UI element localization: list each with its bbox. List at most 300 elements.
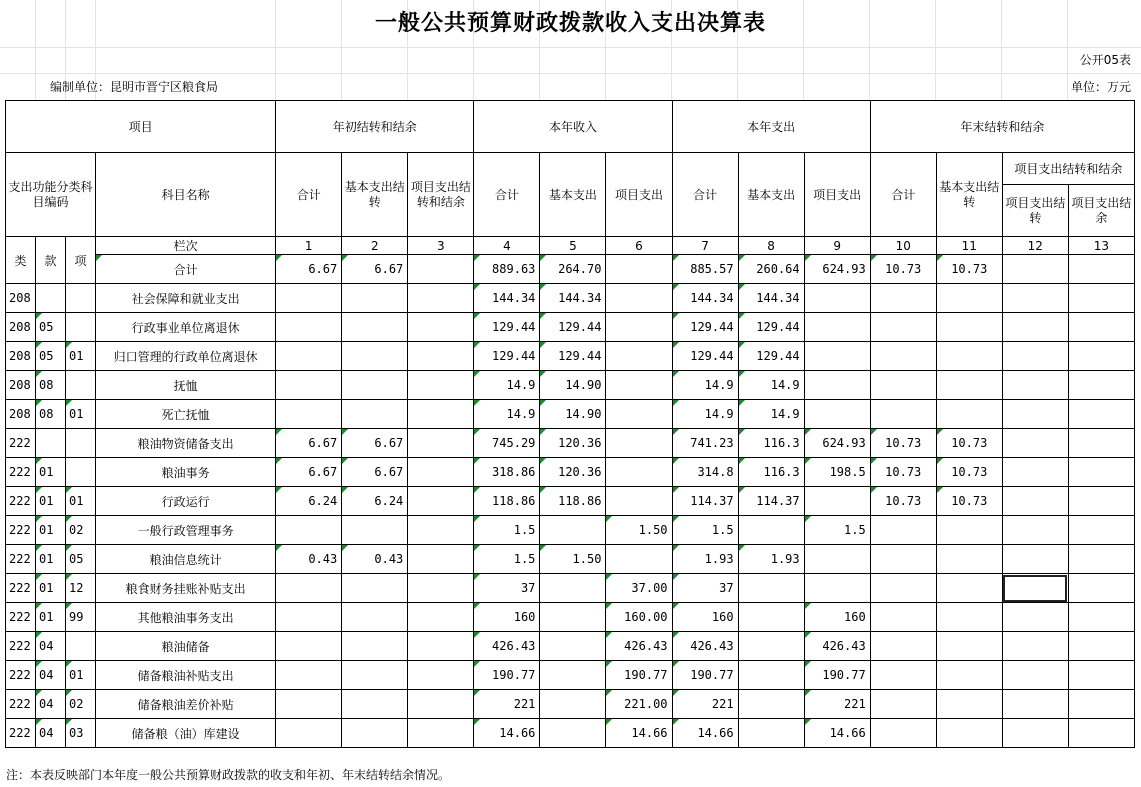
cell-value[interactable]: 426.43 xyxy=(672,632,738,661)
cell-value[interactable] xyxy=(276,371,342,400)
code-lei[interactable]: 208 xyxy=(6,371,36,400)
cell-value[interactable] xyxy=(1068,284,1134,313)
cell-value[interactable] xyxy=(738,516,804,545)
header-expense: 本年支出 xyxy=(672,101,870,153)
cell-value[interactable]: 14.9 xyxy=(474,400,540,429)
cell-value[interactable]: 144.34 xyxy=(540,284,606,313)
code-xiang[interactable]: 05 xyxy=(66,545,96,574)
table-row xyxy=(6,574,1135,603)
cell-value[interactable] xyxy=(870,632,936,661)
code-lei[interactable]: 222 xyxy=(6,516,36,545)
cell-value[interactable]: 14.9 xyxy=(672,371,738,400)
cell-value[interactable] xyxy=(408,719,474,748)
cell-value[interactable] xyxy=(870,574,936,603)
code-kuan[interactable]: 01 xyxy=(36,545,66,574)
cell-value[interactable] xyxy=(936,690,1002,719)
code-lei[interactable]: 208 xyxy=(6,400,36,429)
cell-value[interactable] xyxy=(276,632,342,661)
cell-value[interactable]: 6.67 xyxy=(342,458,408,487)
cell-value[interactable]: 114.37 xyxy=(672,487,738,516)
cell-value[interactable] xyxy=(1002,661,1068,690)
cell-value[interactable]: 221 xyxy=(804,690,870,719)
cell-value[interactable] xyxy=(408,516,474,545)
code-lei[interactable]: 222 xyxy=(6,545,36,574)
cell-value[interactable] xyxy=(804,342,870,371)
cell-value[interactable] xyxy=(1002,719,1068,748)
code-lei[interactable]: 222 xyxy=(6,661,36,690)
cell-value[interactable]: 6.67 xyxy=(342,429,408,458)
cell-value[interactable] xyxy=(408,371,474,400)
code-lei[interactable]: 208 xyxy=(6,313,36,342)
cell-value[interactable] xyxy=(870,342,936,371)
cell-value[interactable] xyxy=(1002,690,1068,719)
cell-value[interactable]: 14.9 xyxy=(474,371,540,400)
cell-value[interactable] xyxy=(408,487,474,516)
cell-value[interactable] xyxy=(1068,719,1134,748)
code-lei[interactable]: 222 xyxy=(6,574,36,603)
cell-value[interactable] xyxy=(1068,342,1134,371)
code-kuan[interactable] xyxy=(36,284,66,313)
code-lei[interactable]: 222 xyxy=(6,487,36,516)
code-lei[interactable]: 222 xyxy=(6,603,36,632)
cell-value[interactable]: 741.23 xyxy=(672,429,738,458)
subject-name[interactable]: 储备粮油补贴支出 xyxy=(96,661,276,690)
cell-value[interactable]: 129.44 xyxy=(672,342,738,371)
code-xiang[interactable] xyxy=(66,313,96,342)
cell-value[interactable] xyxy=(408,603,474,632)
cell-value[interactable]: 6.67 xyxy=(342,255,408,284)
cell-value[interactable]: 37 xyxy=(672,574,738,603)
cell-value[interactable] xyxy=(276,313,342,342)
cell-value[interactable] xyxy=(936,400,1002,429)
cell-value[interactable]: 190.77 xyxy=(606,661,672,690)
cell-value[interactable]: 221 xyxy=(474,690,540,719)
code-kuan[interactable]: 04 xyxy=(36,719,66,748)
cell-value[interactable] xyxy=(540,719,606,748)
cell-value[interactable] xyxy=(1068,574,1134,603)
cell-value[interactable] xyxy=(276,342,342,371)
cell-value[interactable] xyxy=(408,313,474,342)
code-kuan[interactable]: 05 xyxy=(36,313,66,342)
cell-value[interactable] xyxy=(870,545,936,574)
subject-name[interactable]: 行政事业单位离退休 xyxy=(96,313,276,342)
cell-value[interactable]: 14.9 xyxy=(738,371,804,400)
cell-value[interactable]: 10.73 xyxy=(870,255,936,284)
cell-value[interactable]: 190.77 xyxy=(672,661,738,690)
cell-value[interactable]: 10.73 xyxy=(870,429,936,458)
cell-value[interactable] xyxy=(1002,458,1068,487)
cell-value[interactable]: 129.44 xyxy=(540,313,606,342)
code-xiang[interactable]: 01 xyxy=(66,661,96,690)
cell-value[interactable]: 885.57 xyxy=(672,255,738,284)
cell-value[interactable] xyxy=(408,400,474,429)
cell-value[interactable]: 129.44 xyxy=(474,313,540,342)
cell-value[interactable] xyxy=(738,661,804,690)
cell-value[interactable]: 14.66 xyxy=(606,719,672,748)
cell-value[interactable]: 118.86 xyxy=(474,487,540,516)
cell-value[interactable] xyxy=(342,400,408,429)
cell-value[interactable]: 129.44 xyxy=(540,342,606,371)
cell-value[interactable]: 6.67 xyxy=(276,255,342,284)
cell-value[interactable] xyxy=(1068,690,1134,719)
cell-value[interactable] xyxy=(1002,429,1068,458)
header-lanci: 栏次 xyxy=(96,237,276,255)
cell-value[interactable] xyxy=(1002,255,1068,284)
code-xiang[interactable]: 01 xyxy=(66,342,96,371)
cell-value[interactable] xyxy=(804,371,870,400)
cell-value[interactable]: 114.37 xyxy=(738,487,804,516)
cell-value[interactable]: 624.93 xyxy=(804,429,870,458)
cell-value[interactable]: 190.77 xyxy=(804,661,870,690)
table-row xyxy=(6,313,1135,342)
subject-name[interactable]: 归口管理的行政单位离退休 xyxy=(96,342,276,371)
cell-value[interactable] xyxy=(408,661,474,690)
header-opening-total: 合计 xyxy=(276,153,342,237)
cell-value[interactable] xyxy=(870,400,936,429)
code-xiang[interactable]: 03 xyxy=(66,719,96,748)
subject-name[interactable]: 粮食财务挂账补贴支出 xyxy=(96,574,276,603)
cell-value[interactable] xyxy=(276,661,342,690)
cell-value[interactable]: 10.73 xyxy=(936,429,1002,458)
code-lei[interactable]: 222 xyxy=(6,632,36,661)
cell-value[interactable]: 144.34 xyxy=(672,284,738,313)
cell-value[interactable] xyxy=(870,371,936,400)
cell-value[interactable] xyxy=(540,661,606,690)
cell-value[interactable]: 260.64 xyxy=(738,255,804,284)
cell-value[interactable] xyxy=(804,574,870,603)
cell-value[interactable] xyxy=(408,342,474,371)
code-kuan[interactable]: 01 xyxy=(36,458,66,487)
cell-value[interactable] xyxy=(606,429,672,458)
cell-value[interactable] xyxy=(276,516,342,545)
cell-value[interactable]: 6.24 xyxy=(342,487,408,516)
cell-value[interactable]: 160 xyxy=(672,603,738,632)
cell-value[interactable] xyxy=(1068,371,1134,400)
cell-value[interactable] xyxy=(606,400,672,429)
cell-value[interactable] xyxy=(738,574,804,603)
subject-name[interactable]: 粮油物资储备支出 xyxy=(96,429,276,458)
subject-name[interactable]: 粮油储备 xyxy=(96,632,276,661)
code-lei[interactable]: 222 xyxy=(6,690,36,719)
cell-value[interactable] xyxy=(276,690,342,719)
code-xiang[interactable]: 99 xyxy=(66,603,96,632)
cell-value[interactable]: 37 xyxy=(474,574,540,603)
cell-value[interactable] xyxy=(1068,429,1134,458)
cell-value[interactable]: 10.73 xyxy=(870,487,936,516)
cell-value[interactable]: 37.00 xyxy=(606,574,672,603)
cell-value[interactable]: 624.93 xyxy=(804,255,870,284)
cell-value[interactable] xyxy=(606,545,672,574)
cell-value[interactable] xyxy=(606,458,672,487)
cell-value[interactable]: 1.50 xyxy=(540,545,606,574)
code-xiang[interactable] xyxy=(66,458,96,487)
code-xiang[interactable]: 01 xyxy=(66,487,96,516)
cell-value[interactable]: 160.00 xyxy=(606,603,672,632)
cell-value[interactable]: 129.44 xyxy=(474,342,540,371)
cell-value[interactable]: 14.90 xyxy=(540,400,606,429)
cell-value[interactable] xyxy=(540,603,606,632)
cell-value[interactable] xyxy=(540,632,606,661)
cell-value[interactable] xyxy=(804,313,870,342)
cell-value[interactable]: 10.73 xyxy=(936,458,1002,487)
cell-value[interactable]: 198.5 xyxy=(804,458,870,487)
code-xiang[interactable] xyxy=(66,429,96,458)
cell-value[interactable] xyxy=(606,342,672,371)
subject-name[interactable]: 社会保障和就业支出 xyxy=(96,284,276,313)
cell-value[interactable]: 129.44 xyxy=(738,342,804,371)
cell-value[interactable] xyxy=(738,690,804,719)
cell-value[interactable]: 144.34 xyxy=(738,284,804,313)
cell-value[interactable]: 144.34 xyxy=(474,284,540,313)
cell-value[interactable] xyxy=(342,661,408,690)
cell-value[interactable]: 6.67 xyxy=(276,458,342,487)
header-income-total: 合计 xyxy=(474,153,540,237)
subject-name[interactable]: 死亡抚恤 xyxy=(96,400,276,429)
header-expense-project: 项目支出 xyxy=(804,153,870,237)
cell-value[interactable] xyxy=(870,690,936,719)
cell-value[interactable] xyxy=(408,255,474,284)
cell-value[interactable]: 160 xyxy=(804,603,870,632)
cell-value[interactable] xyxy=(408,632,474,661)
cell-value[interactable] xyxy=(936,603,1002,632)
cell-value[interactable] xyxy=(936,313,1002,342)
cell-value[interactable] xyxy=(342,342,408,371)
code-kuan[interactable]: 05 xyxy=(36,342,66,371)
cell-value[interactable] xyxy=(342,284,408,313)
cell-value[interactable]: 745.29 xyxy=(474,429,540,458)
code-kuan[interactable]: 01 xyxy=(36,516,66,545)
cell-value[interactable]: 318.86 xyxy=(474,458,540,487)
cell-value[interactable] xyxy=(1068,516,1134,545)
table-row xyxy=(6,632,1135,661)
cell-value[interactable]: 6.24 xyxy=(276,487,342,516)
cell-value[interactable]: 1.50 xyxy=(606,516,672,545)
cell-value[interactable] xyxy=(1002,342,1068,371)
cell-value[interactable]: 264.70 xyxy=(540,255,606,284)
cell-value[interactable]: 160 xyxy=(474,603,540,632)
cell-value[interactable] xyxy=(342,632,408,661)
cell-value[interactable] xyxy=(738,632,804,661)
cell-value[interactable] xyxy=(1068,487,1134,516)
cell-value[interactable]: 1.5 xyxy=(672,516,738,545)
cell-value[interactable] xyxy=(276,574,342,603)
cell-value[interactable] xyxy=(342,516,408,545)
subject-name[interactable]: 储备粮油差价补贴 xyxy=(96,690,276,719)
code-xiang[interactable] xyxy=(66,284,96,313)
subject-name[interactable]: 储备粮（油）库建设 xyxy=(96,719,276,748)
cell-value[interactable] xyxy=(408,574,474,603)
cell-value[interactable] xyxy=(804,400,870,429)
cell-value[interactable] xyxy=(540,574,606,603)
cell-value[interactable] xyxy=(408,429,474,458)
cell-value[interactable]: 6.67 xyxy=(276,429,342,458)
cell-value[interactable] xyxy=(606,284,672,313)
cell-value[interactable] xyxy=(870,719,936,748)
cell-value[interactable] xyxy=(936,574,1002,603)
cell-value[interactable]: 14.9 xyxy=(738,400,804,429)
cell-value[interactable] xyxy=(1002,487,1068,516)
cell-value[interactable]: 14.66 xyxy=(672,719,738,748)
subject-name[interactable]: 其他粮油事务支出 xyxy=(96,603,276,632)
cell-value[interactable]: 118.86 xyxy=(540,487,606,516)
cell-value[interactable]: 1.5 xyxy=(474,545,540,574)
cell-value[interactable] xyxy=(936,719,1002,748)
cell-value[interactable] xyxy=(1002,545,1068,574)
cell-value[interactable]: 10.73 xyxy=(936,487,1002,516)
cell-value[interactable] xyxy=(276,400,342,429)
cell-value[interactable] xyxy=(936,342,1002,371)
cell-value[interactable]: 14.66 xyxy=(474,719,540,748)
cell-value[interactable]: 14.90 xyxy=(540,371,606,400)
cell-value[interactable]: 1.5 xyxy=(804,516,870,545)
cell-value[interactable] xyxy=(1002,400,1068,429)
code-kuan[interactable]: 04 xyxy=(36,690,66,719)
cell-value[interactable]: 426.43 xyxy=(474,632,540,661)
code-xiang[interactable]: 02 xyxy=(66,690,96,719)
code-kuan[interactable]: 08 xyxy=(36,371,66,400)
cell-value[interactable]: 221 xyxy=(672,690,738,719)
cell-value[interactable] xyxy=(1068,313,1134,342)
cell-value[interactable] xyxy=(936,516,1002,545)
cell-value[interactable] xyxy=(804,284,870,313)
cell-value[interactable] xyxy=(936,284,1002,313)
cell-value[interactable] xyxy=(342,313,408,342)
cell-value[interactable]: 116.3 xyxy=(738,458,804,487)
cell-value[interactable] xyxy=(870,284,936,313)
code-xiang[interactable]: 12 xyxy=(66,574,96,603)
cell-value[interactable] xyxy=(606,371,672,400)
cell-value[interactable]: 190.77 xyxy=(474,661,540,690)
header-income-basic: 基本支出 xyxy=(540,153,606,237)
header-income-project: 项目支出 xyxy=(606,153,672,237)
cell-value[interactable] xyxy=(1002,313,1068,342)
cell-value[interactable]: 14.9 xyxy=(672,400,738,429)
cell-value[interactable] xyxy=(408,690,474,719)
cell-value[interactable] xyxy=(804,487,870,516)
cell-value[interactable] xyxy=(1002,516,1068,545)
code-kuan[interactable]: 01 xyxy=(36,603,66,632)
code-kuan[interactable]: 01 xyxy=(36,574,66,603)
code-kuan[interactable]: 01 xyxy=(36,487,66,516)
cell-value[interactable] xyxy=(1068,458,1134,487)
cell-value[interactable]: 0.43 xyxy=(342,545,408,574)
cell-value[interactable]: 426.43 xyxy=(804,632,870,661)
cell-value[interactable] xyxy=(1002,632,1068,661)
code-xiang[interactable] xyxy=(66,371,96,400)
code-kuan[interactable]: 04 xyxy=(36,661,66,690)
cell-value[interactable] xyxy=(342,603,408,632)
cell-value[interactable] xyxy=(408,284,474,313)
cell-value[interactable] xyxy=(936,545,1002,574)
cell-value[interactable] xyxy=(606,313,672,342)
cell-value[interactable] xyxy=(870,603,936,632)
cell-value[interactable] xyxy=(870,661,936,690)
cell-value[interactable]: 426.43 xyxy=(606,632,672,661)
code-kuan[interactable]: 04 xyxy=(36,632,66,661)
cell-value[interactable] xyxy=(870,313,936,342)
code-lei[interactable]: 222 xyxy=(6,429,36,458)
cell-value[interactable] xyxy=(936,661,1002,690)
cell-value[interactable]: 129.44 xyxy=(672,313,738,342)
cell-value[interactable] xyxy=(1002,574,1068,603)
cell-value[interactable] xyxy=(408,458,474,487)
cell-value[interactable] xyxy=(1068,661,1134,690)
cell-value[interactable]: 221.00 xyxy=(606,690,672,719)
header-opening-project: 项目支出结转和结余 xyxy=(408,153,474,237)
code-lei[interactable]: 208 xyxy=(6,284,36,313)
cell-value[interactable] xyxy=(804,545,870,574)
code-xiang[interactable]: 01 xyxy=(66,400,96,429)
cell-value[interactable] xyxy=(276,284,342,313)
code-kuan[interactable]: 08 xyxy=(36,400,66,429)
cell-value[interactable]: 0.43 xyxy=(276,545,342,574)
col-number: 10 xyxy=(870,237,936,255)
cell-value[interactable] xyxy=(936,632,1002,661)
cell-value[interactable]: 889.63 xyxy=(474,255,540,284)
cell-value[interactable] xyxy=(738,719,804,748)
table-row xyxy=(6,661,1135,690)
cell-value[interactable]: 10.73 xyxy=(936,255,1002,284)
cell-value[interactable] xyxy=(1068,545,1134,574)
cell-value[interactable] xyxy=(1002,603,1068,632)
subject-name[interactable]: 行政运行 xyxy=(96,487,276,516)
cell-value[interactable] xyxy=(1068,255,1134,284)
cell-value[interactable] xyxy=(342,719,408,748)
cell-value[interactable] xyxy=(1068,603,1134,632)
cell-value[interactable] xyxy=(540,516,606,545)
subject-name[interactable]: 抚恤 xyxy=(96,371,276,400)
cell-value[interactable] xyxy=(870,516,936,545)
cell-value[interactable]: 120.36 xyxy=(540,458,606,487)
cell-value[interactable] xyxy=(936,371,1002,400)
cell-value[interactable]: 1.93 xyxy=(738,545,804,574)
cell-value[interactable] xyxy=(276,603,342,632)
cell-value[interactable]: 314.8 xyxy=(672,458,738,487)
cell-value[interactable] xyxy=(342,690,408,719)
code-xiang[interactable] xyxy=(66,632,96,661)
col-number: 4 xyxy=(474,237,540,255)
code-lei[interactable]: 222 xyxy=(6,458,36,487)
cell-value[interactable] xyxy=(1068,400,1134,429)
subject-name[interactable]: 粮油信息统计 xyxy=(96,545,276,574)
subject-name[interactable]: 一般行政管理事务 xyxy=(96,516,276,545)
cell-value[interactable]: 1.93 xyxy=(672,545,738,574)
cell-value[interactable] xyxy=(1002,371,1068,400)
code-lei[interactable]: 208 xyxy=(6,342,36,371)
cell-value[interactable] xyxy=(738,603,804,632)
cell-value[interactable]: 14.66 xyxy=(804,719,870,748)
code-kuan[interactable] xyxy=(36,429,66,458)
cell-value[interactable]: 129.44 xyxy=(738,313,804,342)
cell-value[interactable]: 1.5 xyxy=(474,516,540,545)
cell-value[interactable]: 10.73 xyxy=(870,458,936,487)
header-func-code: 支出功能分类科目编码 xyxy=(6,153,96,237)
cell-value[interactable] xyxy=(342,574,408,603)
code-lei[interactable]: 222 xyxy=(6,719,36,748)
cell-value[interactable] xyxy=(342,371,408,400)
cell-value[interactable] xyxy=(276,719,342,748)
cell-value[interactable] xyxy=(606,487,672,516)
cell-value[interactable]: 120.36 xyxy=(540,429,606,458)
cell-value[interactable]: 116.3 xyxy=(738,429,804,458)
cell-value[interactable] xyxy=(408,545,474,574)
subject-name[interactable]: 粮油事务 xyxy=(96,458,276,487)
cell-value[interactable] xyxy=(1002,284,1068,313)
cell-value[interactable] xyxy=(606,255,672,284)
cell-value[interactable] xyxy=(540,690,606,719)
code-xiang[interactable]: 02 xyxy=(66,516,96,545)
cell-value[interactable] xyxy=(1068,632,1134,661)
